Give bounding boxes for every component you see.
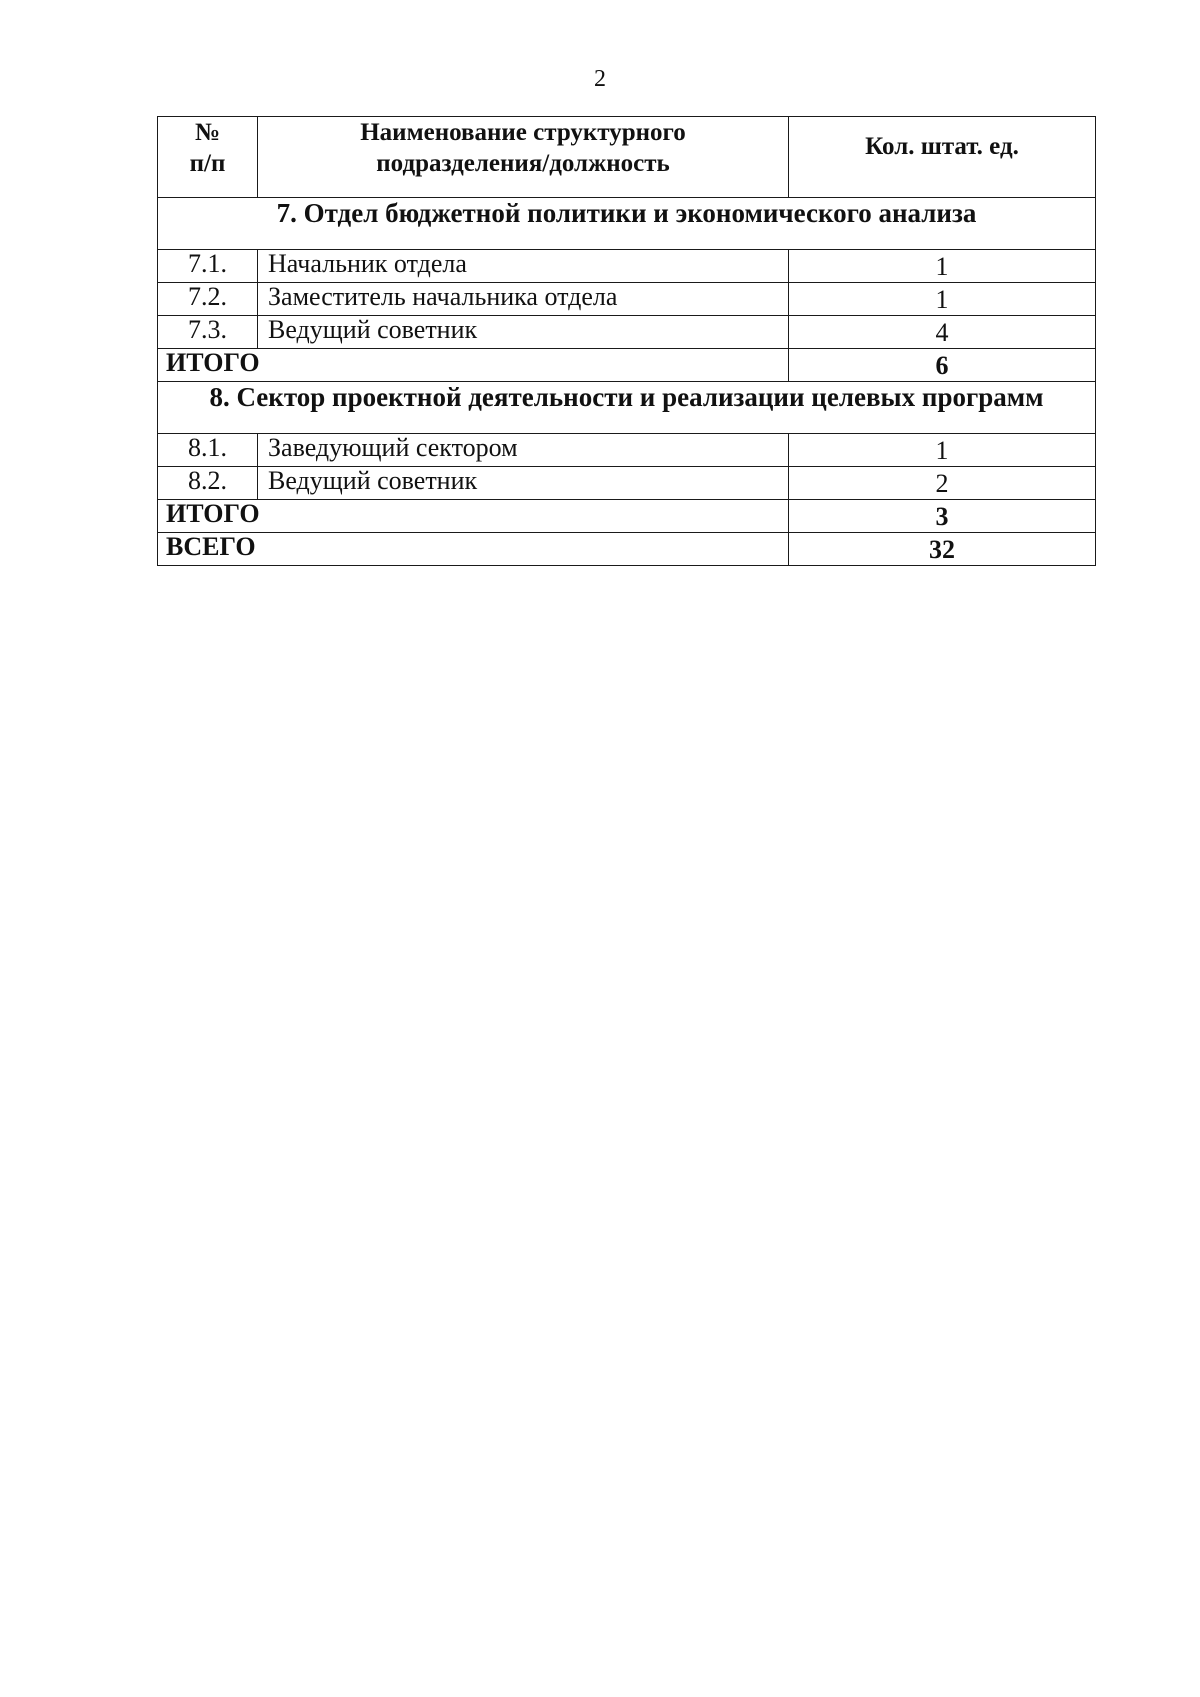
grand-total-row xyxy=(158,533,1096,566)
row-quantity: 1 xyxy=(789,250,1096,283)
header-quantity: Кол. штат. ед. xyxy=(789,117,1096,198)
subtotal-value: 3 xyxy=(789,500,1096,533)
section-row xyxy=(158,382,1096,434)
row-quantity: 4 xyxy=(789,316,1096,349)
table-row xyxy=(158,316,1096,349)
section-title: 8. Сектор проектной деятельности и реализации целевых программ xyxy=(158,382,1096,434)
subtotal-value: 6 xyxy=(789,349,1096,382)
header-number xyxy=(158,117,258,198)
row-position: Ведущий советник xyxy=(258,316,789,349)
row-position: Начальник отдела xyxy=(258,250,789,283)
table-row xyxy=(158,434,1096,467)
row-number: 7.3. xyxy=(158,316,258,349)
table-row xyxy=(158,250,1096,283)
row-number: 7.2. xyxy=(158,283,258,316)
table-row xyxy=(158,283,1096,316)
grand-total-label: ВСЕГО xyxy=(158,533,789,566)
grand-total-value: 32 xyxy=(789,533,1096,566)
subtotal-row xyxy=(158,349,1096,382)
subtotal-label: ИТОГО xyxy=(158,500,789,533)
subtotal-row xyxy=(158,500,1096,533)
row-quantity: 2 xyxy=(789,467,1096,500)
row-number: 8.2. xyxy=(158,467,258,500)
header-name xyxy=(258,117,789,198)
row-quantity: 1 xyxy=(789,434,1096,467)
subtotal-label: ИТОГО xyxy=(158,349,789,382)
header-name-line-1: Наименование структурного xyxy=(360,119,686,146)
header-number-line-1: № xyxy=(194,119,221,146)
section-title: 7. Отдел бюджетной политики и экономического анализа xyxy=(158,198,1096,250)
table-row xyxy=(158,467,1096,500)
row-position: Заведующий сектором xyxy=(258,434,789,467)
row-number: 7.1. xyxy=(158,250,258,283)
page-number: 2 xyxy=(594,66,606,92)
header-number-line-2: п/п xyxy=(189,150,226,177)
row-position: Заместитель начальника отдела xyxy=(258,283,789,316)
row-quantity: 1 xyxy=(789,283,1096,316)
table-header-row xyxy=(158,117,1096,198)
section-row xyxy=(158,198,1096,250)
row-position: Ведущий советник xyxy=(258,467,789,500)
row-number: 8.1. xyxy=(158,434,258,467)
header-name-line-2: подразделения/должность xyxy=(376,150,670,177)
staffing-table xyxy=(157,116,1096,566)
